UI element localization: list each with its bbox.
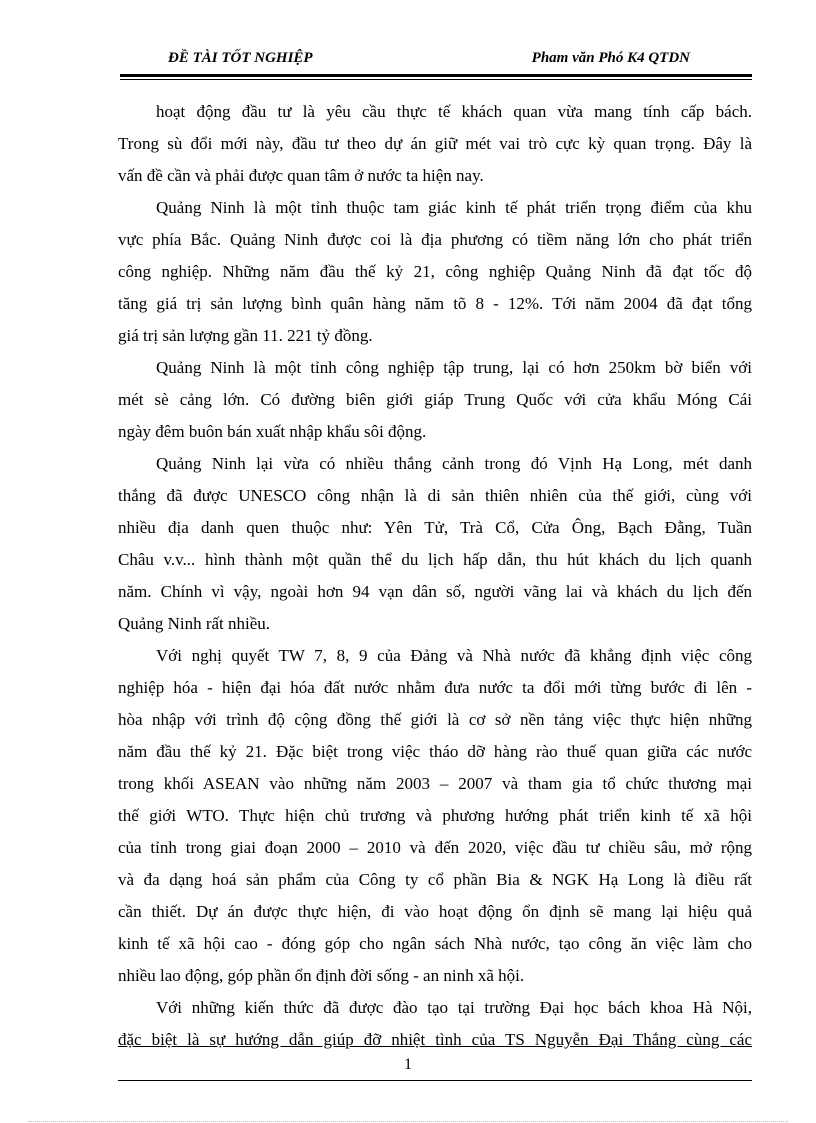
page-number: 1	[404, 1056, 412, 1073]
text-line: vấn đề cần và phải được quan tâm ở nước ta hiện nay.	[118, 166, 484, 185]
text-line: hòa nhập với trình độ cộng đồng thế giới là cơ sở nền tảng việc thực hiện những	[118, 710, 752, 729]
text-line: Châu v.v... hình thành một quần thể du lịch hấp dẫn, thu hút khách du lịch quanh	[118, 550, 752, 569]
footer-rule	[118, 1080, 752, 1081]
text-line: nghiệp hóa - hiện đại hóa đất nước nhằm đưa nước ta đổi mới từng bước đi lên -	[118, 678, 752, 697]
header-thesis-title: ĐỀ TÀI TỐT NGHIỆP	[168, 50, 313, 66]
text-line: công nghiệp. Những năm đầu thế kỷ 21, công nghiệp Quảng Ninh đã đạt tốc độ	[118, 262, 752, 281]
text-line: Quảng Ninh rất nhiều.	[118, 614, 271, 633]
text-line: và đa dạng hoá sản phẩm của Công ty cổ phần Bia & NGK Hạ Long là điều rất	[118, 870, 752, 889]
text-line: Quảng Ninh là một tỉnh thuộc tam giác kinh tế phát triển trọng điểm của khu	[156, 198, 752, 217]
text-line: năm đầu thế kỷ 21. Đặc biệt trong việc tháo dỡ hàng rào thuế quan giữa các nước	[118, 742, 752, 761]
text-line: Với nghị quyết TW 7, 8, 9 của Đảng và Nhà nước đã khẳng định việc công	[156, 646, 752, 665]
text-line: năm. Chính vì vậy, ngoài hơn 94 vạn dân số, người vãng lai và khách du lịch đến	[118, 582, 752, 601]
text-line: của tỉnh trong giai đoạn 2000 – 2010 và đến 2020, việc đầu tư chiều sâu, mở rộng	[118, 838, 752, 857]
text-line: tăng giá trị sản lượng bình quân hàng năm tõ 8 - 12%. Tới năm 2004 đã đạt tổng	[118, 294, 752, 313]
header-rule-thick	[120, 74, 752, 77]
page-bottom-dotted-border	[28, 1121, 788, 1122]
text-line: hoạt động đầu tư là yêu cầu thực tế khách quan vừa mang tính cấp bách.	[156, 102, 752, 121]
text-line: giá trị sản lượng gần 11. 221 tỷ đồng.	[118, 326, 373, 345]
text-line: trong khối ASEAN vào những năm 2003 – 2007 và tham gia tổ chức thương mại	[118, 774, 752, 793]
text-line: đặc biệt là sự hướng dẫn giúp đỡ nhiệt tình của TS Nguyễn Đại Thắng cùng các	[118, 1030, 752, 1049]
text-line: ngày đêm buôn bán xuất nhập khẩu sôi động.	[118, 422, 427, 441]
text-line: cần thiết. Dự án được thực hiện, đi vào hoạt động ổn định sẽ mang lại hiệu quả	[118, 902, 752, 921]
text-line: thế giới WTO. Thực hiện chủ trương và phương hướng phát triển kinh tế xã hội	[118, 806, 752, 825]
body-text	[118, 96, 752, 1056]
text-line: vực phía Bắc. Quảng Ninh được coi là địa phương có tiềm năng lớn cho phát triển	[118, 230, 752, 249]
text-line: thắng đã được UNESCO công nhận là di sản thiên nhiên của thế giới, cùng với	[118, 486, 752, 505]
text-line: nhiều địa danh quen thuộc như: Yên Tử, Trà Cổ, Cửa Ông, Bạch Đằng, Tuần	[118, 518, 752, 537]
header-author: Pham văn Phó K4 QTDN	[531, 50, 690, 66]
header-rule-thin	[120, 79, 752, 80]
text-line: Với những kiến thức đã được đào tạo tại trường Đại học bách khoa Hà Nội,	[156, 998, 752, 1017]
text-line: nhiều lao động, góp phần ổn định đời sống - an ninh xã hội.	[118, 966, 525, 985]
page-header	[118, 46, 752, 72]
text-line: Quảng Ninh lại vừa có nhiều thắng cảnh trong đó Vịnh Hạ Long, mét danh	[156, 454, 752, 473]
text-line: mét sè cảng lớn. Có đường biên giới giáp Trung Quốc với cửa khẩu Móng Cái	[118, 390, 752, 409]
text-line: kinh tế xã hội cao - đóng góp cho ngân sách Nhà nước, tạo công ăn việc làm cho	[118, 934, 752, 953]
text-line: Quảng Ninh là một tỉnh công nghiệp tập trung, lại có hơn 250km bờ biển với	[156, 358, 752, 377]
text-line: Trong sù đổi mới này, đầu tư theo dự án giữ mét vai trò cực kỳ quan trọng. Đây là	[118, 134, 752, 153]
